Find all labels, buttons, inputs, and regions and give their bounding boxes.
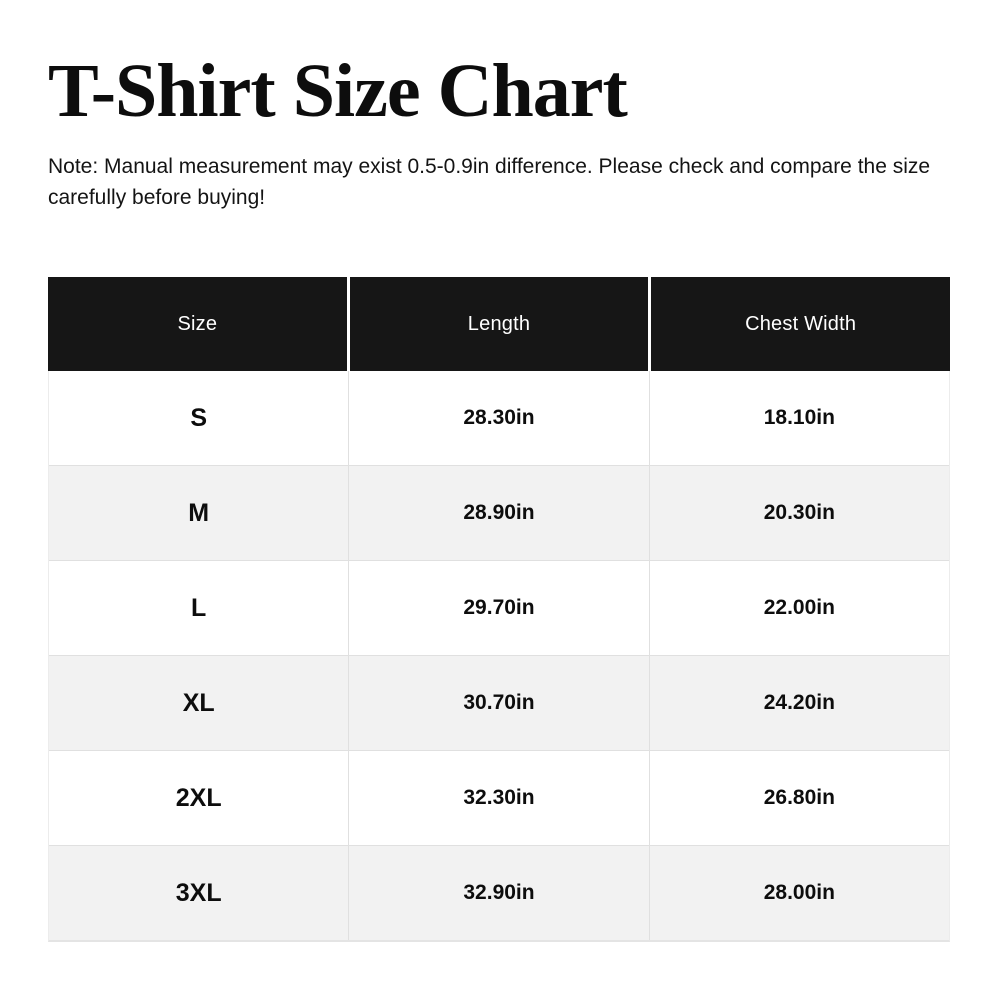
size-cell: S bbox=[49, 371, 348, 465]
table-row-m bbox=[49, 465, 949, 560]
length-cell: 28.90in bbox=[349, 466, 648, 560]
table-row-2xl bbox=[49, 750, 949, 845]
size-table-header-row bbox=[48, 277, 950, 371]
table-row-3xl bbox=[49, 845, 949, 940]
size-table-body bbox=[48, 371, 950, 942]
header-cell-chest-width: Chest Width bbox=[651, 277, 950, 371]
size-cell: 2XL bbox=[49, 751, 348, 845]
chest-width-cell: 24.20in bbox=[650, 656, 949, 750]
chest-width-cell: 26.80in bbox=[650, 751, 949, 845]
size-cell: L bbox=[49, 561, 348, 655]
size-cell: 3XL bbox=[49, 846, 348, 940]
length-cell: 28.30in bbox=[349, 371, 648, 465]
size-table bbox=[48, 277, 950, 942]
note-text: Note: Manual measurement may exist 0.5-0.9in difference. Please check and compare the size carefully before buying! bbox=[48, 155, 931, 209]
chest-width-cell: 28.00in bbox=[650, 846, 949, 940]
size-cell: XL bbox=[49, 656, 348, 750]
page-title: T-Shirt Size Chart bbox=[48, 49, 627, 133]
length-cell: 32.30in bbox=[349, 751, 648, 845]
table-row-xl bbox=[49, 655, 949, 750]
chest-width-cell: 20.30in bbox=[650, 466, 949, 560]
size-cell: M bbox=[49, 466, 348, 560]
header-cell-length: Length bbox=[350, 277, 649, 371]
chest-width-cell: 22.00in bbox=[650, 561, 949, 655]
table-row-l bbox=[49, 560, 949, 655]
length-cell: 29.70in bbox=[349, 561, 648, 655]
table-row-s bbox=[49, 371, 949, 465]
length-cell: 30.70in bbox=[349, 656, 648, 750]
header-cell-size: Size bbox=[48, 277, 347, 371]
length-cell: 32.90in bbox=[349, 846, 648, 940]
chest-width-cell: 18.10in bbox=[650, 371, 949, 465]
